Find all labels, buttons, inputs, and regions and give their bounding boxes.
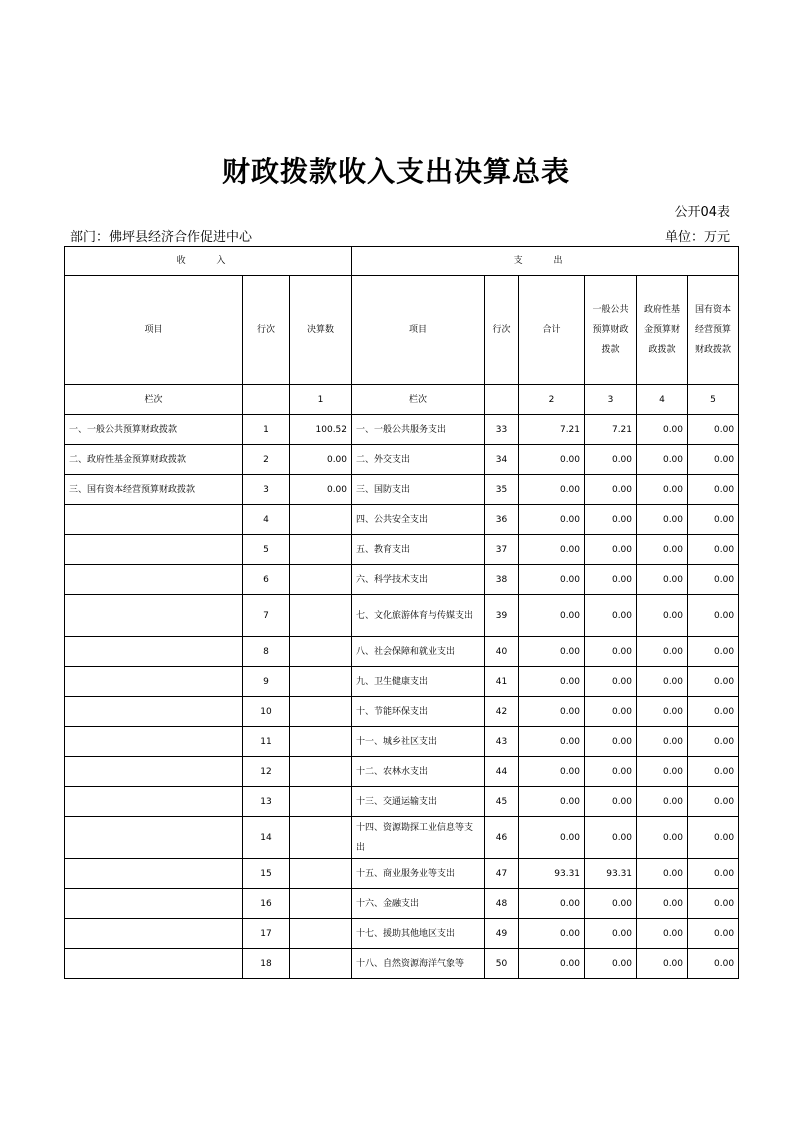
total-cell: 0.00 [519, 787, 585, 817]
income-line-cell: 9 [243, 667, 290, 697]
expense-item-cell: 五、教育支出 [352, 535, 485, 565]
general-budget-cell: 0.00 [585, 595, 637, 637]
income-item-cell [65, 817, 243, 859]
expense-line-cell: 41 [485, 667, 519, 697]
gov-fund-cell: 0.00 [637, 859, 688, 889]
income-line-cell: 6 [243, 565, 290, 595]
income-amount-cell [290, 817, 352, 859]
state-capital-header: 国有资本经营预算财政拨款 [688, 276, 739, 385]
general-budget-cell: 0.00 [585, 757, 637, 787]
income-item-cell [65, 859, 243, 889]
gov-fund-cell: 0.00 [637, 787, 688, 817]
income-amount-cell: 100.52 [290, 415, 352, 445]
gov-fund-cell: 0.00 [637, 565, 688, 595]
table-row [65, 817, 739, 859]
income-line-cell: 2 [243, 445, 290, 475]
gov-fund-header: 政府性基金预算财政拨款 [637, 276, 688, 385]
expense-line-cell: 33 [485, 415, 519, 445]
state-capital-cell: 0.00 [688, 949, 739, 979]
state-capital-cell: 0.00 [688, 817, 739, 859]
state-capital-cell: 0.00 [688, 697, 739, 727]
income-amount-cell: 0.00 [290, 475, 352, 505]
table-row [65, 415, 739, 445]
gov-fund-cell: 0.00 [637, 445, 688, 475]
gov-fund-cell: 0.00 [637, 595, 688, 637]
gov-fund-cell: 0.00 [637, 697, 688, 727]
income-amount-cell [290, 889, 352, 919]
income-line-cell: 8 [243, 637, 290, 667]
gov-fund-cell: 0.00 [637, 817, 688, 859]
total-cell: 0.00 [519, 637, 585, 667]
index-income-line [243, 385, 290, 415]
expense-item-cell: 十三、交通运输支出 [352, 787, 485, 817]
income-amount-cell [290, 787, 352, 817]
income-item-header: 项目 [65, 276, 243, 385]
form-number: 公开04表 [674, 205, 730, 220]
gov-fund-cell: 0.00 [637, 949, 688, 979]
income-line-cell: 17 [243, 919, 290, 949]
state-capital-cell: 0.00 [688, 445, 739, 475]
table-row [65, 859, 739, 889]
income-line-cell: 12 [243, 757, 290, 787]
expense-item-cell: 四、公共安全支出 [352, 505, 485, 535]
total-cell: 0.00 [519, 889, 585, 919]
table-row [65, 505, 739, 535]
income-amount-cell: 0.00 [290, 445, 352, 475]
table-row [65, 595, 739, 637]
index-total: 2 [519, 385, 585, 415]
general-budget-cell: 0.00 [585, 889, 637, 919]
table-row [65, 637, 739, 667]
total-cell: 0.00 [519, 817, 585, 859]
state-capital-cell: 0.00 [688, 415, 739, 445]
expense-line-cell: 39 [485, 595, 519, 637]
index-expense-item: 栏次 [352, 385, 485, 415]
income-line-cell: 5 [243, 535, 290, 565]
gov-fund-cell: 0.00 [637, 475, 688, 505]
general-budget-cell: 0.00 [585, 949, 637, 979]
expense-item-cell: 十一、城乡社区支出 [352, 727, 485, 757]
expense-line-cell: 40 [485, 637, 519, 667]
table-row [65, 475, 739, 505]
gov-fund-cell: 0.00 [637, 757, 688, 787]
state-capital-cell: 0.00 [688, 475, 739, 505]
table-row [65, 787, 739, 817]
state-capital-cell: 0.00 [688, 727, 739, 757]
expense-line-cell: 37 [485, 535, 519, 565]
income-amount-cell [290, 637, 352, 667]
total-cell: 0.00 [519, 667, 585, 697]
state-capital-cell: 0.00 [688, 595, 739, 637]
gov-fund-cell: 0.00 [637, 637, 688, 667]
income-item-cell [65, 787, 243, 817]
department-label: 部门：佛坪县经济合作促进中心 [70, 230, 253, 245]
expense-line-cell: 49 [485, 919, 519, 949]
income-line-cell: 11 [243, 727, 290, 757]
table-row [65, 697, 739, 727]
page-title: 财政拨款收入支出决算总表 [221, 155, 570, 188]
income-item-cell: 一、一般公共预算财政拨款 [65, 415, 243, 445]
total-cell: 0.00 [519, 535, 585, 565]
table-row [65, 889, 739, 919]
expense-item-cell: 二、外交支出 [352, 445, 485, 475]
expense-line-cell: 44 [485, 757, 519, 787]
expense-item-cell: 十五、商业服务业等支出 [352, 859, 485, 889]
income-amount-cell [290, 595, 352, 637]
income-line-cell: 1 [243, 415, 290, 445]
total-cell: 93.31 [519, 859, 585, 889]
income-amount-cell [290, 667, 352, 697]
gov-fund-cell: 0.00 [637, 667, 688, 697]
table-row [65, 949, 739, 979]
general-budget-cell: 0.00 [585, 565, 637, 595]
expense-section-header: 支 出 [352, 247, 739, 276]
expense-line-cell: 46 [485, 817, 519, 859]
expense-item-cell: 十七、援助其他地区支出 [352, 919, 485, 949]
expense-item-header: 项目 [352, 276, 485, 385]
expense-item-cell: 七、文化旅游体育与传媒支出 [352, 595, 485, 637]
general-budget-cell: 0.00 [585, 475, 637, 505]
index-income-amount: 1 [290, 385, 352, 415]
expense-line-cell: 34 [485, 445, 519, 475]
total-cell: 0.00 [519, 445, 585, 475]
total-cell: 0.00 [519, 757, 585, 787]
budget-table [64, 246, 739, 979]
expense-item-cell: 十六、金融支出 [352, 889, 485, 919]
income-item-cell: 三、国有资本经营预算财政拨款 [65, 475, 243, 505]
income-item-cell [65, 595, 243, 637]
total-cell: 7.21 [519, 415, 585, 445]
index-expense-line [485, 385, 519, 415]
index-income-item: 栏次 [65, 385, 243, 415]
income-item-cell [65, 667, 243, 697]
state-capital-cell: 0.00 [688, 535, 739, 565]
income-item-cell [65, 889, 243, 919]
income-item-cell: 二、政府性基金预算财政拨款 [65, 445, 243, 475]
expense-item-cell: 十、节能环保支出 [352, 697, 485, 727]
income-line-cell: 10 [243, 697, 290, 727]
income-item-cell [65, 637, 243, 667]
income-line-cell: 3 [243, 475, 290, 505]
state-capital-cell: 0.00 [688, 667, 739, 697]
section-header-row [65, 247, 739, 276]
income-amount-cell [290, 919, 352, 949]
income-item-cell [65, 535, 243, 565]
income-item-cell [65, 565, 243, 595]
general-budget-cell: 0.00 [585, 505, 637, 535]
income-amount-cell [290, 565, 352, 595]
income-item-cell [65, 505, 243, 535]
index-general: 3 [585, 385, 637, 415]
total-cell: 0.00 [519, 919, 585, 949]
expense-item-cell: 十八、自然资源海洋气象等 [352, 949, 485, 979]
state-capital-cell: 0.00 [688, 637, 739, 667]
income-section-header: 收 入 [65, 247, 352, 276]
income-item-cell [65, 697, 243, 727]
expense-item-cell: 十四、资源勘探工业信息等支出 [352, 817, 485, 859]
expense-line-cell: 50 [485, 949, 519, 979]
income-amount-header: 决算数 [290, 276, 352, 385]
general-budget-cell: 0.00 [585, 817, 637, 859]
income-line-cell: 16 [243, 889, 290, 919]
gov-fund-cell: 0.00 [637, 889, 688, 919]
index-state-capital: 5 [688, 385, 739, 415]
income-line-header: 行次 [243, 276, 290, 385]
expense-line-cell: 47 [485, 859, 519, 889]
gov-fund-cell: 0.00 [637, 727, 688, 757]
gov-fund-cell: 0.00 [637, 415, 688, 445]
income-item-cell [65, 757, 243, 787]
general-budget-header: 一般公共预算财政拨款 [585, 276, 637, 385]
expense-item-cell: 三、国防支出 [352, 475, 485, 505]
total-cell: 0.00 [519, 565, 585, 595]
general-budget-cell: 0.00 [585, 787, 637, 817]
general-budget-cell: 93.31 [585, 859, 637, 889]
income-amount-cell [290, 505, 352, 535]
general-budget-cell: 0.00 [585, 637, 637, 667]
expense-line-header: 行次 [485, 276, 519, 385]
expense-item-cell: 八、社会保障和就业支出 [352, 637, 485, 667]
total-cell: 0.00 [519, 505, 585, 535]
table-row [65, 535, 739, 565]
general-budget-cell: 0.00 [585, 535, 637, 565]
state-capital-cell: 0.00 [688, 757, 739, 787]
table-row [65, 727, 739, 757]
income-amount-cell [290, 727, 352, 757]
expense-item-cell: 一、一般公共服务支出 [352, 415, 485, 445]
total-cell: 0.00 [519, 475, 585, 505]
column-header-row [65, 276, 739, 385]
expense-item-cell: 十二、农林水支出 [352, 757, 485, 787]
state-capital-cell: 0.00 [688, 889, 739, 919]
general-budget-cell: 0.00 [585, 445, 637, 475]
general-budget-cell: 7.21 [585, 415, 637, 445]
state-capital-cell: 0.00 [688, 919, 739, 949]
income-line-cell: 14 [243, 817, 290, 859]
expense-line-cell: 36 [485, 505, 519, 535]
gov-fund-cell: 0.00 [637, 919, 688, 949]
income-amount-cell [290, 535, 352, 565]
income-line-cell: 4 [243, 505, 290, 535]
gov-fund-cell: 0.00 [637, 505, 688, 535]
total-cell: 0.00 [519, 697, 585, 727]
general-budget-cell: 0.00 [585, 697, 637, 727]
column-index-row [65, 385, 739, 415]
expense-line-cell: 43 [485, 727, 519, 757]
table-row [65, 445, 739, 475]
income-amount-cell [290, 697, 352, 727]
total-header: 合计 [519, 276, 585, 385]
state-capital-cell: 0.00 [688, 787, 739, 817]
general-budget-cell: 0.00 [585, 919, 637, 949]
income-item-cell [65, 727, 243, 757]
state-capital-cell: 0.00 [688, 505, 739, 535]
table-row [65, 667, 739, 697]
income-amount-cell [290, 859, 352, 889]
total-cell: 0.00 [519, 949, 585, 979]
expense-item-cell: 六、科学技术支出 [352, 565, 485, 595]
total-cell: 0.00 [519, 727, 585, 757]
income-amount-cell [290, 949, 352, 979]
expense-line-cell: 35 [485, 475, 519, 505]
income-item-cell [65, 919, 243, 949]
expense-line-cell: 45 [485, 787, 519, 817]
table-row [65, 757, 739, 787]
unit-label: 单位：万元 [664, 230, 730, 245]
general-budget-cell: 0.00 [585, 727, 637, 757]
table-row [65, 565, 739, 595]
income-item-cell [65, 949, 243, 979]
expense-line-cell: 48 [485, 889, 519, 919]
index-gov-fund: 4 [637, 385, 688, 415]
general-budget-cell: 0.00 [585, 667, 637, 697]
expense-line-cell: 42 [485, 697, 519, 727]
income-amount-cell [290, 757, 352, 787]
income-line-cell: 7 [243, 595, 290, 637]
state-capital-cell: 0.00 [688, 859, 739, 889]
expense-line-cell: 38 [485, 565, 519, 595]
income-line-cell: 13 [243, 787, 290, 817]
income-line-cell: 15 [243, 859, 290, 889]
gov-fund-cell: 0.00 [637, 535, 688, 565]
total-cell: 0.00 [519, 595, 585, 637]
state-capital-cell: 0.00 [688, 565, 739, 595]
table-row [65, 919, 739, 949]
expense-item-cell: 九、卫生健康支出 [352, 667, 485, 697]
income-line-cell: 18 [243, 949, 290, 979]
